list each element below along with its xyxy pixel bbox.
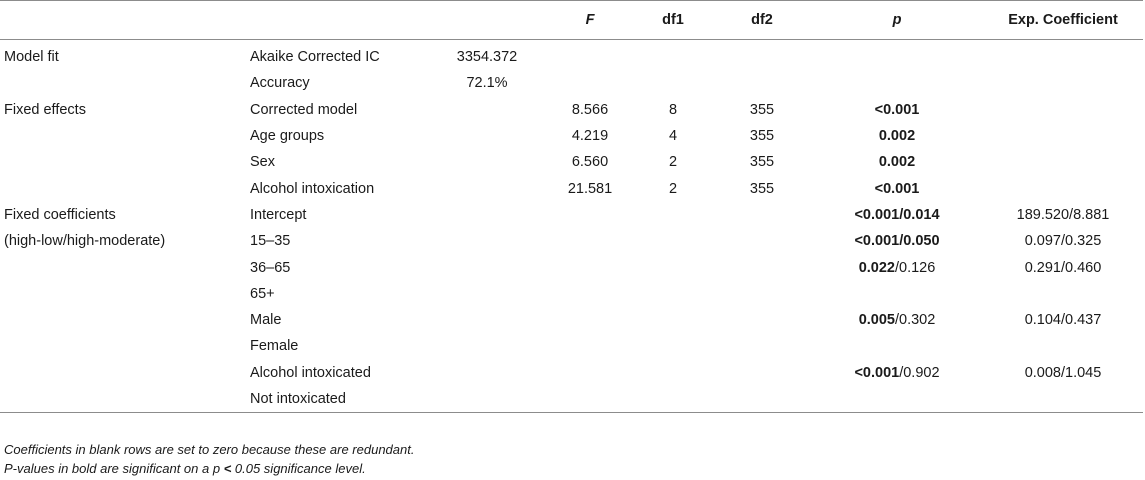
header-row — [0, 1, 1143, 40]
df2-cell — [713, 70, 811, 96]
row-label-cell: Akaike Corrected IC — [250, 49, 380, 66]
p-cell — [811, 307, 983, 333]
model-fit-value-cell — [427, 307, 547, 333]
table-row — [0, 254, 1143, 280]
model-fit-value-cell — [427, 97, 547, 123]
df2-cell — [713, 281, 811, 307]
df2-cell — [713, 360, 811, 386]
model-fit-value-cell — [427, 360, 547, 386]
header-df2: df2 — [713, 1, 811, 40]
row-group-cell — [0, 386, 247, 413]
header-label — [247, 1, 427, 40]
exp-coefficient-cell — [983, 70, 1143, 96]
row-group-cell: Fixed effects — [4, 101, 86, 118]
exp-coefficient-cell: 0.104/0.437 — [1024, 312, 1102, 329]
row-label-cell: Female — [250, 338, 299, 355]
model-fit-value-cell — [427, 333, 547, 359]
f-cell — [547, 254, 633, 280]
p-cell — [811, 202, 983, 228]
df1-cell — [633, 386, 713, 413]
row-label-cell: Accuracy — [250, 75, 310, 92]
p-cell — [811, 360, 983, 386]
table-row — [0, 281, 1143, 307]
df1-cell — [633, 281, 713, 307]
p-cell — [811, 254, 983, 280]
df2-cell — [713, 333, 811, 359]
p-significant: <0.001 — [874, 101, 920, 118]
table-row — [0, 202, 1143, 228]
f-cell — [547, 70, 633, 96]
p-nonsignificant: /0.902 — [899, 364, 940, 381]
df1-cell — [633, 70, 713, 96]
row-group-cell: Fixed coefficients — [4, 206, 116, 223]
df1-cell — [633, 360, 713, 386]
p-cell — [811, 70, 983, 96]
df2-cell: 355 — [749, 101, 775, 118]
model-fit-value-cell — [427, 202, 547, 228]
header-f: F — [547, 1, 633, 40]
row-group-cell: Model fit — [4, 49, 59, 66]
table-row — [0, 70, 1143, 96]
row-group-cell — [0, 254, 247, 280]
header-exp-coefficient: Exp. Coefficient — [983, 1, 1143, 40]
exp-coefficient-cell: 0.097/0.325 — [1024, 233, 1102, 250]
row-group-cell — [0, 281, 247, 307]
df1-cell — [633, 202, 713, 228]
p-significant: 0.005 — [858, 312, 895, 329]
model-fit-value-cell — [427, 175, 547, 201]
table-row — [0, 386, 1143, 413]
p-cell — [811, 175, 983, 201]
table-row — [0, 40, 1143, 71]
table-row — [0, 333, 1143, 359]
f-cell: 6.560 — [571, 154, 609, 171]
p-significant: 0.002 — [878, 154, 916, 171]
f-cell: 4.219 — [571, 128, 609, 145]
df1-cell: 4 — [668, 128, 678, 145]
exp-coefficient-cell: 189.520/8.881 — [1016, 206, 1110, 223]
footnote-blank-rows: Coefficients in blank rows are set to zero because these are redundant. — [4, 442, 415, 457]
df2-cell — [713, 254, 811, 280]
row-group-cell — [0, 333, 247, 359]
p-significant: 0.022 — [858, 259, 895, 276]
header-value — [427, 1, 547, 40]
row-label-cell: Age groups — [250, 128, 325, 145]
p-significant: <0.001 — [854, 364, 900, 381]
model-fit-value-cell — [427, 228, 547, 254]
f-cell — [547, 360, 633, 386]
p-cell — [811, 228, 983, 254]
table-row — [0, 307, 1143, 333]
df2-cell — [713, 40, 811, 71]
p-nonsignificant: /0.302 — [894, 312, 936, 329]
f-cell — [547, 307, 633, 333]
f-cell: 21.581 — [567, 180, 613, 197]
table-row — [0, 97, 1143, 123]
row-label-cell: Not intoxicated — [247, 386, 427, 413]
model-fit-value-cell — [427, 254, 547, 280]
model-fit-value-cell — [427, 386, 547, 413]
row-group-cell — [0, 149, 247, 175]
f-cell: 8.566 — [571, 101, 609, 118]
row-label-cell: Alcohol intoxicated — [250, 364, 371, 381]
row-label-cell: 36–65 — [250, 259, 291, 276]
row-label-cell: 65+ — [250, 285, 275, 302]
df2-cell: 355 — [749, 128, 775, 145]
model-fit-value-cell — [427, 281, 547, 307]
p-significant: <0.001 — [874, 180, 920, 197]
p-cell — [811, 149, 983, 175]
model-fit-value-cell: 3354.372 — [456, 49, 518, 66]
p-nonsignificant: /0.126 — [894, 259, 936, 276]
p-cell — [811, 281, 983, 307]
row-label-cell: Sex — [250, 154, 275, 171]
df1-cell — [633, 307, 713, 333]
exp-coefficient-cell — [983, 175, 1143, 201]
header-p: p — [811, 1, 983, 40]
row-group-cell: (high-low/high-moderate) — [4, 233, 166, 250]
df2-cell — [713, 386, 811, 413]
table-footnotes — [4, 440, 414, 478]
p-significant: <0.001/0.014 — [854, 206, 940, 223]
row-group-cell — [0, 70, 247, 96]
df1-cell — [633, 228, 713, 254]
table-row — [0, 360, 1143, 386]
exp-coefficient-cell — [983, 149, 1143, 175]
df1-cell: 8 — [668, 101, 678, 118]
row-group-cell — [0, 175, 247, 201]
header-df1: df1 — [633, 1, 713, 40]
f-cell — [547, 40, 633, 71]
exp-coefficient-cell — [983, 281, 1143, 307]
footnote-bold-pvalues: P-values in bold are significant on a p < 0.05 significance level. — [4, 461, 366, 476]
row-label-cell: 15–35 — [250, 233, 291, 250]
table-row — [0, 123, 1143, 149]
p-significant: <0.001/0.050 — [854, 233, 940, 250]
df2-cell: 355 — [749, 180, 775, 197]
row-label-cell: Alcohol intoxication — [250, 180, 375, 197]
exp-coefficient-cell — [983, 123, 1143, 149]
exp-coefficient-cell: 0.291/0.460 — [1024, 259, 1102, 276]
row-label-cell: Corrected model — [250, 101, 358, 118]
p-cell — [811, 386, 983, 413]
table-row — [0, 175, 1143, 201]
p-significant: 0.002 — [878, 128, 916, 145]
exp-coefficient-cell — [983, 97, 1143, 123]
row-label-cell: Male — [250, 312, 282, 329]
df2-cell: 355 — [749, 154, 775, 171]
row-label-cell: Intercept — [250, 206, 307, 223]
df1-cell: 2 — [668, 154, 678, 171]
model-fit-value-cell — [427, 123, 547, 149]
df2-cell — [713, 202, 811, 228]
f-cell — [547, 386, 633, 413]
table-row — [0, 149, 1143, 175]
exp-coefficient-cell — [983, 333, 1143, 359]
row-group-cell — [0, 123, 247, 149]
row-group-cell — [0, 307, 247, 333]
f-cell — [547, 202, 633, 228]
model-fit-value-cell: 72.1% — [466, 75, 508, 92]
table-row — [0, 228, 1143, 254]
df2-cell — [713, 228, 811, 254]
row-group-cell — [0, 360, 247, 386]
exp-coefficient-cell — [983, 386, 1143, 413]
f-cell — [547, 333, 633, 359]
table-body — [0, 40, 1143, 413]
model-fit-value-cell — [427, 149, 547, 175]
df1-cell — [633, 40, 713, 71]
p-cell — [811, 123, 983, 149]
df2-cell — [713, 307, 811, 333]
df1-cell: 2 — [668, 180, 678, 197]
df1-cell — [633, 333, 713, 359]
p-cell — [811, 40, 983, 71]
p-cell — [811, 333, 983, 359]
df1-cell — [633, 254, 713, 280]
f-cell — [547, 281, 633, 307]
exp-coefficient-cell — [983, 40, 1143, 71]
f-cell — [547, 228, 633, 254]
header-group — [0, 1, 247, 40]
p-cell — [811, 97, 983, 123]
exp-coefficient-cell: 0.008/1.045 — [1024, 364, 1102, 381]
